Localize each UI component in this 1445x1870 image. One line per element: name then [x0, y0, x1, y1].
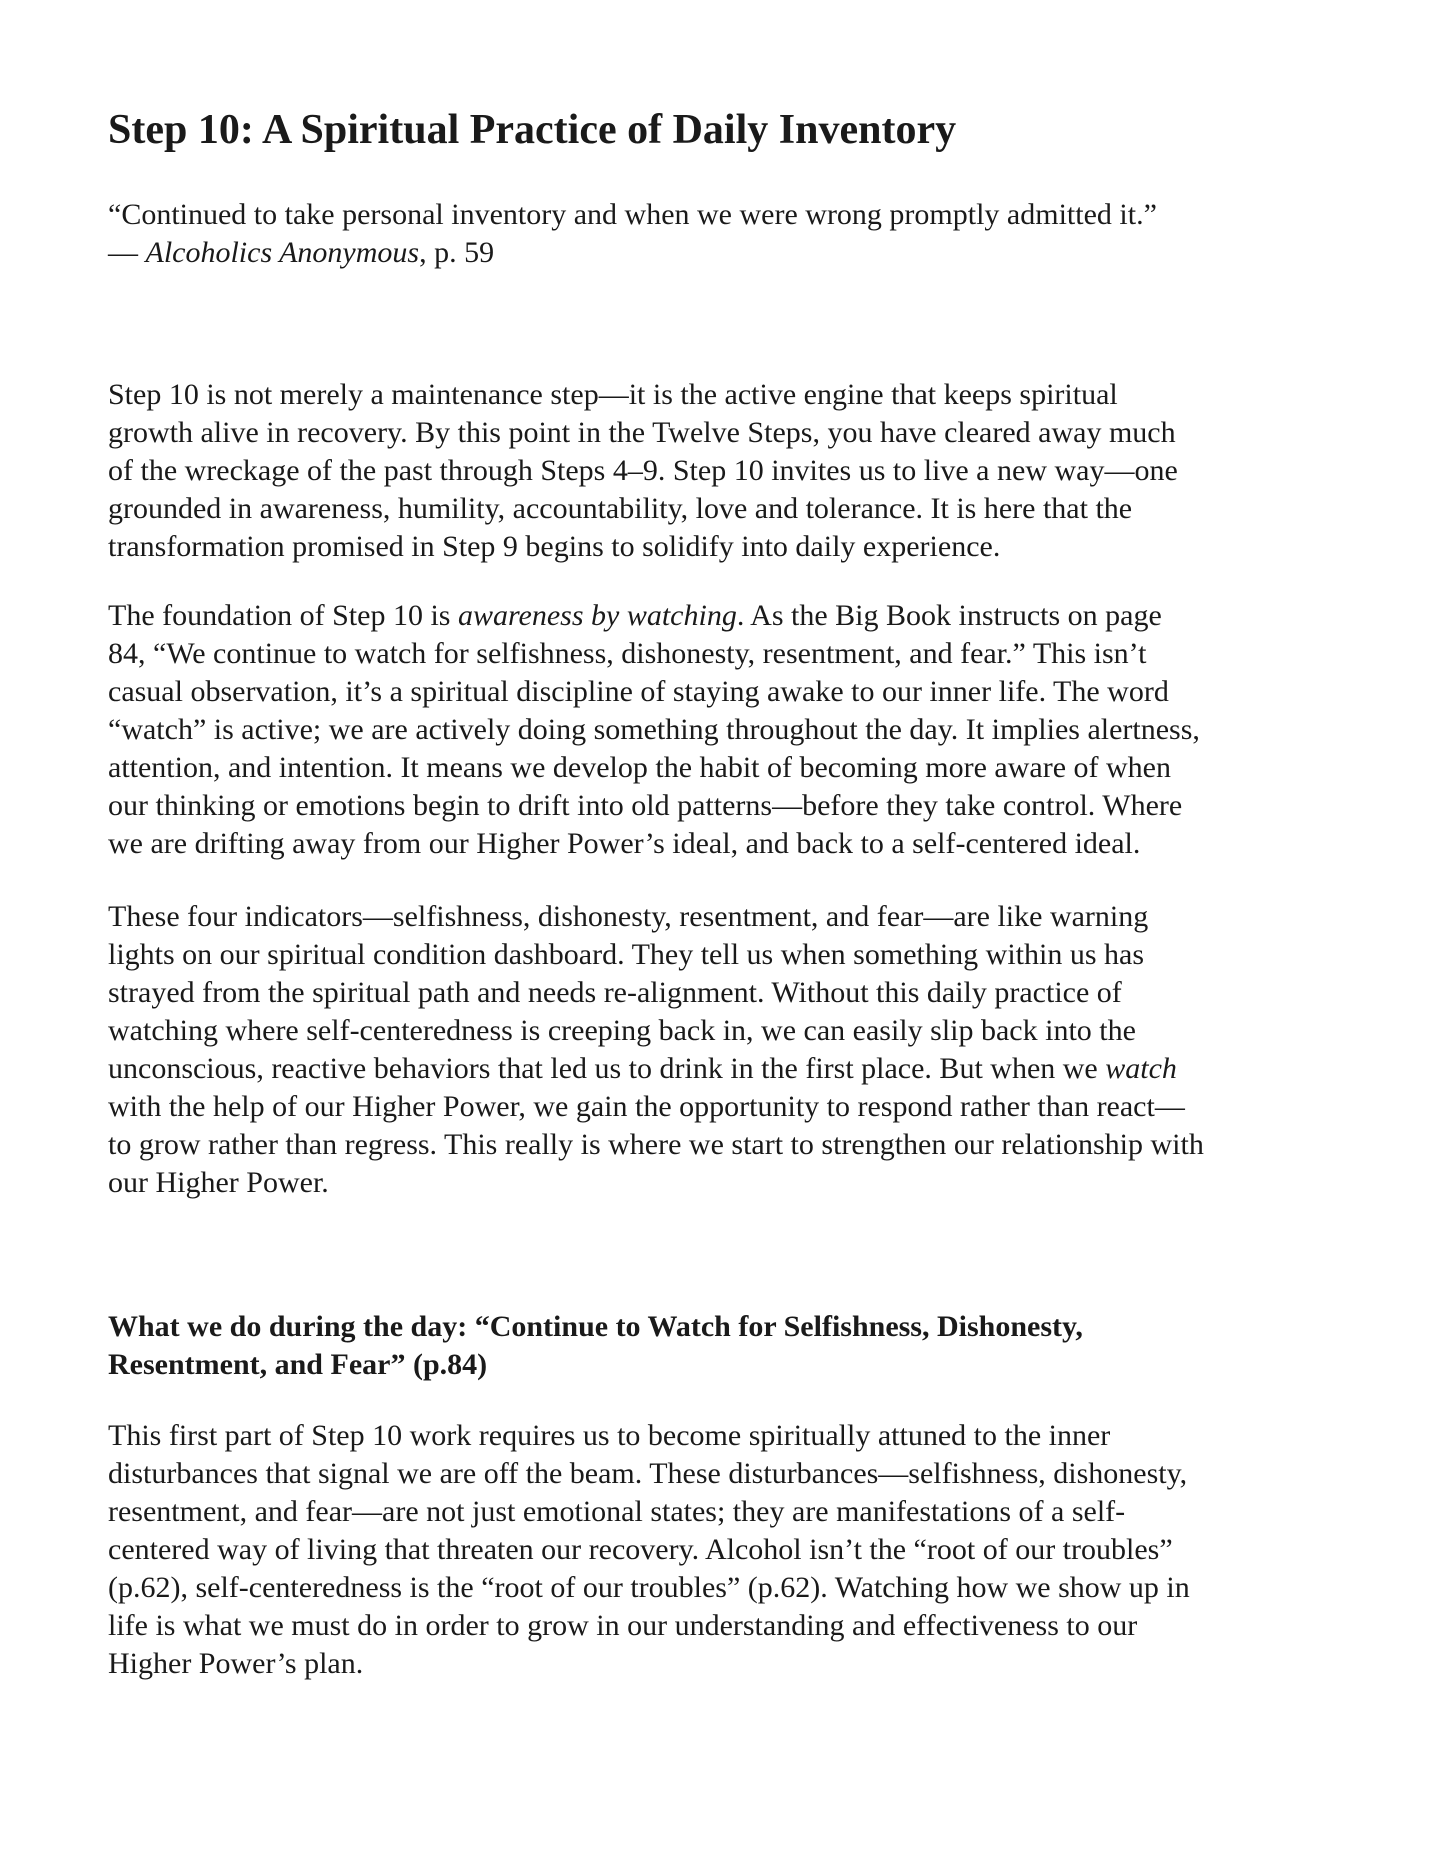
paragraph-line: [108, 597, 1348, 635]
emphasis-text: watch: [1105, 1052, 1177, 1085]
paragraph-line: Higher Power’s plan.: [108, 1647, 364, 1680]
paragraph-line: Step 10 is not merely a maintenance step—it is the active engine that keeps spiritual: [108, 378, 1118, 411]
paragraph-line: lights on our spiritual condition dashboard. They tell us when something within us has: [108, 938, 1145, 971]
emphasis-text: awareness by watching: [457, 599, 737, 632]
epigraph-citation: [108, 234, 1348, 272]
paragraph-line: our thinking or emotions begin to drift into old patterns—before they take control. Where: [108, 789, 1183, 822]
paragraph-line: attention, and intention. It means we develop the habit of becoming more aware of when: [108, 751, 1171, 784]
paragraph-text: unconscious, reactive behaviors that led us to drink in the first place. But when we: [108, 1052, 1106, 1085]
paragraph-line: This first part of Step 10 work requires us to become spiritually attuned to the inner: [108, 1419, 1111, 1452]
paragraph-line: disturbances that signal we are off the beam. These disturbances—selfishness, dishonesty,: [108, 1457, 1188, 1490]
paragraph-line: These four indicators—selfishness, dishonesty, resentment, and fear—are like warning: [108, 900, 1149, 933]
paragraph-text: The foundation of Step 10 is: [108, 599, 458, 632]
paragraph-3: [108, 898, 1348, 1202]
paragraph-line: our Higher Power.: [108, 1166, 329, 1199]
paragraph-line: (p.62), self-centeredness is the “root of our troubles” (p.62). Watching how we show up in: [108, 1571, 1190, 1604]
paragraph-line: growth alive in recovery. By this point in the Twelve Steps, you have cleared away much: [108, 416, 1176, 449]
epigraph-source: Alcoholics Anonymous: [145, 236, 420, 269]
paragraph-line: to grow rather than regress. This really is where we start to strengthen our relationship with: [108, 1128, 1204, 1161]
paragraph-line: “watch” is active; we are actively doing something throughout the day. It implies alertness,: [108, 713, 1200, 746]
heading-line: What we do during the day: “Continue to Watch for Selfishness, Dishonesty,: [108, 1310, 1083, 1343]
epigraph-dash: —: [108, 236, 146, 269]
epigraph-page: , p. 59: [419, 236, 495, 269]
paragraph-line: casual observation, it’s a spiritual discipline of staying awake to our inner life. The word: [108, 675, 1169, 708]
paragraph-line: of the wreckage of the past through Steps 4–9. Step 10 invites us to live a new way—one: [108, 454, 1178, 487]
paragraph-line: grounded in awareness, humility, accountability, love and tolerance. It is here that the: [108, 492, 1133, 525]
page-title: Step 10: A Spiritual Practice of Daily Inventory: [108, 107, 957, 153]
paragraph-line: strayed from the spiritual path and needs re-alignment. Without this daily practice of: [108, 976, 1122, 1009]
paragraph-line: resentment, and fear—are not just emotional states; they are manifestations of a self-: [108, 1495, 1126, 1528]
paragraph-line: with the help of our Higher Power, we gain the opportunity to respond rather than react—: [108, 1090, 1185, 1123]
section-heading: [108, 1308, 1348, 1384]
paragraph-2: [108, 597, 1348, 863]
paragraph-line: we are drifting away from our Higher Power’s ideal, and back to a self-centered ideal.: [108, 827, 1141, 860]
heading-line: Resentment, and Fear” (p.84): [108, 1348, 488, 1381]
paragraph-line: watching where self-centeredness is creeping back in, we can easily slip back into the: [108, 1014, 1136, 1047]
paragraph-line: life is what we must do in order to grow in our understanding and effectiveness to our: [108, 1609, 1138, 1642]
paragraph-line: 84, “We continue to watch for selfishness, dishonesty, resentment, and fear.” This isn’t: [108, 637, 1147, 670]
paragraph-line: [108, 1050, 1348, 1088]
paragraph-line: transformation promised in Step 9 begins to solidify into daily experience.: [108, 530, 1001, 563]
epigraph-quote: “Continued to take personal inventory and when we were wrong promptly admitted it.”: [108, 198, 1157, 231]
epigraph: [108, 196, 1348, 272]
paragraph-4: [108, 1417, 1348, 1683]
paragraph-1: [108, 376, 1348, 566]
paragraph-line: centered way of living that threaten our recovery. Alcohol isn’t the “root of our troubles”: [108, 1533, 1173, 1566]
paragraph-text: . As the Big Book instructs on page: [736, 599, 1162, 632]
